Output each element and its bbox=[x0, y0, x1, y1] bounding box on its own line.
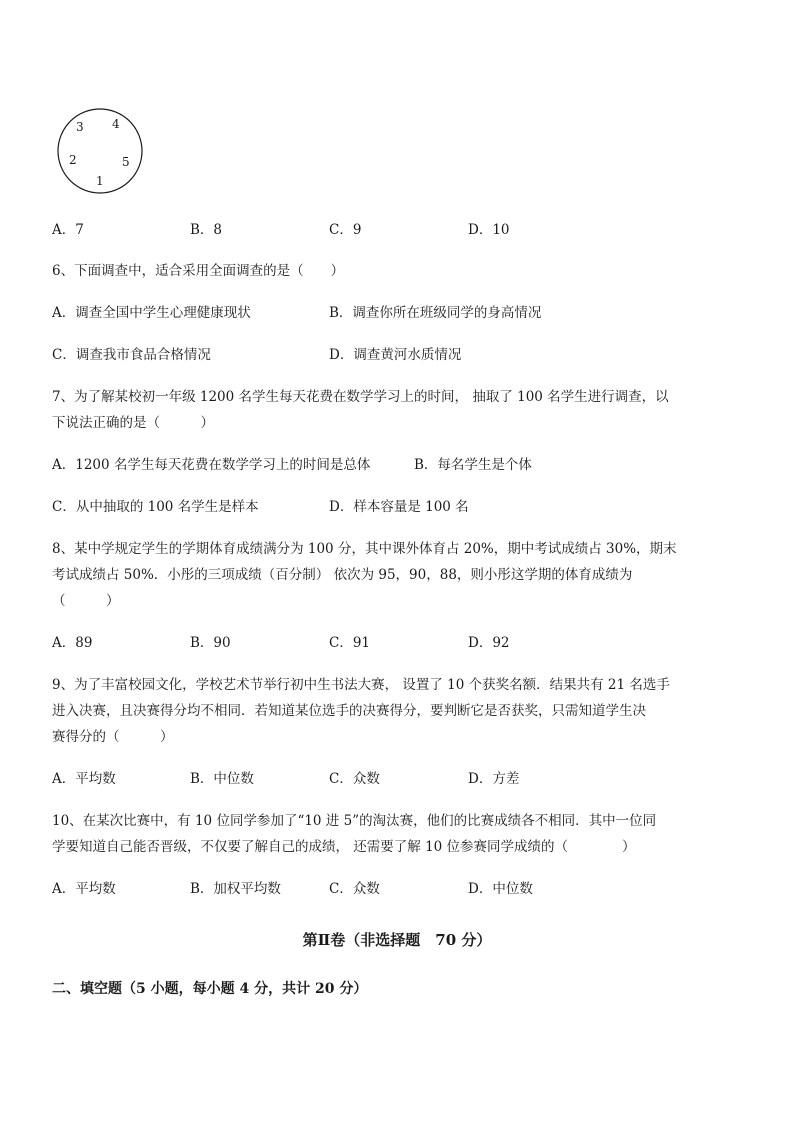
q9-option-c: C．众数 bbox=[329, 771, 380, 787]
q7-option-d: D．样本容量是 100 名 bbox=[329, 499, 469, 515]
q8-stem-line: （ ） bbox=[52, 593, 120, 609]
q5-option-b: B．8 bbox=[190, 222, 223, 238]
q7-option-b: B．每名学生是个体 bbox=[414, 457, 532, 473]
q10-option-a: A．平均数 bbox=[52, 881, 116, 897]
q7-option-c: C．从中抽取的 100 名学生是样本 bbox=[52, 499, 259, 515]
q10-option-c: C．众数 bbox=[329, 881, 380, 897]
q10-stem-line: 学要知道自己能否晋级，不仅要了解自己的成绩， 还需要了解 10 位参赛同学成绩的（ ） bbox=[52, 839, 636, 855]
q8-option-a: A．89 bbox=[52, 635, 93, 651]
q8-stem bbox=[52, 536, 742, 614]
q7-stem-line: 7、为了解某校初一年级 1200 名学生每天花费在数学学习上的时间， 抽取了 100 名学生进行调查，以 bbox=[52, 389, 669, 405]
q10-option-b: B．加权平均数 bbox=[190, 881, 281, 897]
q5-option-d: D．10 bbox=[468, 222, 510, 238]
q9-stem-line: 9、为了丰富校园文化，学校艺术节举行初中生书法大赛， 设置了 10 个获奖名额．结果共有 21 名选手 bbox=[52, 677, 670, 693]
q9-stem bbox=[52, 672, 742, 750]
q9-option-a: A．平均数 bbox=[52, 771, 116, 787]
q8-stem-line: 考试成绩占 50%．小彤的三项成绩（百分制） 依次为 95，90，88，则小彤这学期的体育成绩为 bbox=[52, 567, 633, 583]
figure-number: 2 bbox=[69, 153, 77, 167]
q7-stem-line: 下说法正确的是（ ） bbox=[52, 415, 214, 431]
q6-option-c: C．调查我市食品合格情况 bbox=[52, 347, 211, 363]
q6-option-a: A．调查全国中学生心理健康现状 bbox=[52, 305, 251, 321]
q9-option-d: D．方差 bbox=[468, 771, 520, 787]
figure-number: 3 bbox=[76, 120, 84, 134]
section-title: 第Ⅱ卷（非选择题 70 分） bbox=[302, 931, 492, 949]
q10-option-d: D．中位数 bbox=[468, 881, 533, 897]
figure-number: 5 bbox=[122, 155, 130, 169]
circle-svg bbox=[56, 112, 146, 192]
q6-option-d: D．调查黄河水质情况 bbox=[329, 347, 462, 363]
q8-stem-line: 8、某中学规定学生的学期体育成绩满分为 100 分，其中课外体育占 20%，期中考试成绩占 30%，期末 bbox=[52, 541, 677, 557]
q8-option-c: C．91 bbox=[329, 635, 371, 651]
q6-stem: 6、下面调查中，适合采用全面调查的是（ ） bbox=[52, 263, 345, 279]
number-circle-figure bbox=[56, 112, 146, 192]
q9-stem-line: 赛得分的（ ） bbox=[52, 729, 174, 745]
q9-option-b: B．中位数 bbox=[190, 771, 254, 787]
q8-option-d: D．92 bbox=[468, 635, 510, 651]
figure-number: 4 bbox=[112, 117, 120, 131]
q10-stem-line: 10、在某次比赛中，有 10 位同学参加了“10 进 5”的淘汰赛，他们的比赛成绩各不相同．其中一位同 bbox=[52, 813, 657, 829]
q9-stem-line: 进入决赛，且决赛得分均不相同．若知道某位选手的决赛得分，要判断它是否获奖，只需知道学生决 bbox=[52, 703, 646, 719]
q5-option-a: A．7 bbox=[52, 222, 84, 238]
q7-option-a: A．1200 名学生每天花费在数学学习上的时间是总体 bbox=[52, 457, 371, 473]
q10-stem bbox=[52, 808, 742, 860]
part-title: 二、填空题（5 小题，每小题 4 分，共计 20 分） bbox=[52, 981, 368, 997]
figure-number: 1 bbox=[96, 174, 104, 188]
q5-option-c: C．9 bbox=[329, 222, 362, 238]
q6-option-b: B．调查你所在班级同学的身高情况 bbox=[329, 305, 542, 321]
q8-option-b: B．90 bbox=[190, 635, 231, 651]
q7-stem bbox=[52, 384, 742, 436]
